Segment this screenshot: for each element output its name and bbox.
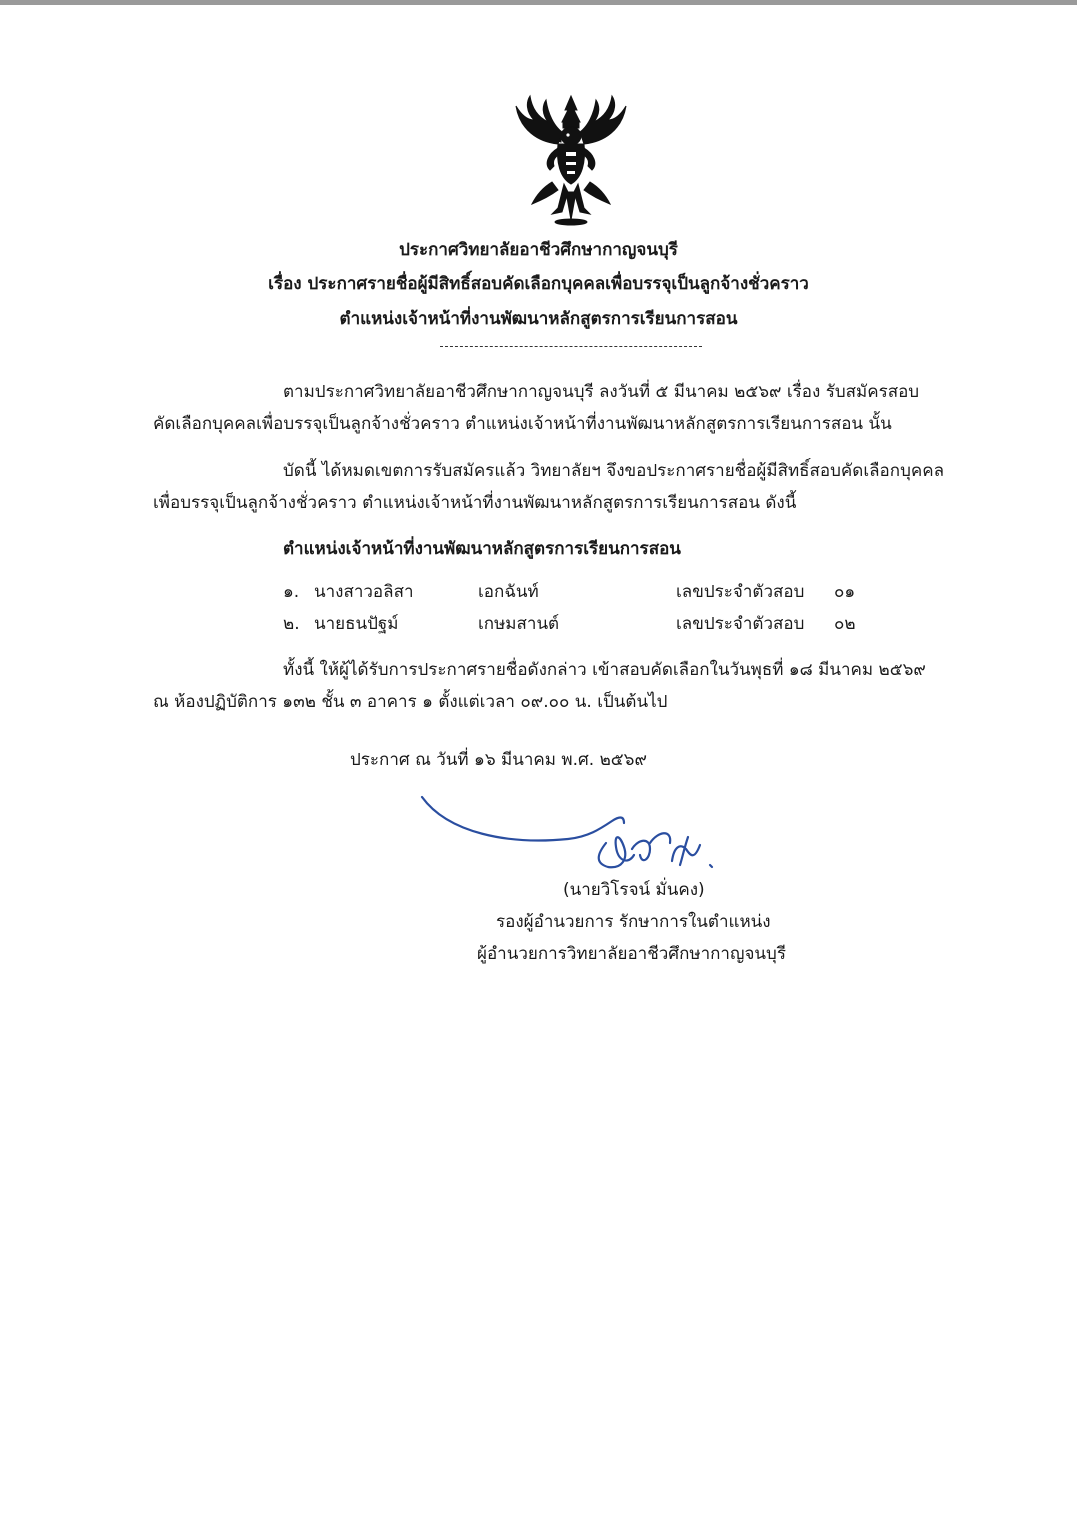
- signatory-title-1: รองผู้อำนวยการ รักษาการในตำแหน่ง: [496, 912, 771, 932]
- exam-id-label: เลขประจำตัวสอบ: [676, 614, 805, 634]
- handwritten-signature-icon: [418, 793, 728, 878]
- paragraph-2-line-1: บัดนี้ ได้หมดเขตการรับสมัครแล้ว วิทยาลัยฯ จึงขอประกาศรายชื่อผู้มีสิทธิ์สอบคัดเลือกบุคคล: [283, 461, 945, 481]
- candidate-number: ๑.: [283, 582, 300, 602]
- exam-id-label: เลขประจำตัวสอบ: [676, 582, 805, 602]
- section-heading: ตำแหน่งเจ้าหน้าที่งานพัฒนาหลักสูตรการเรียนการสอน: [283, 539, 681, 559]
- signatory-name: (นายวิโรจน์ มั่นคง): [563, 880, 705, 900]
- candidate-number: ๒.: [283, 614, 300, 634]
- document-position: ตำแหน่งเจ้าหน้าที่งานพัฒนาหลักสูตรการเรียนการสอน: [339, 309, 738, 329]
- announcement-date: ประกาศ ณ วันที่ ๑๖ มีนาคม พ.ศ. ๒๕๖๙: [350, 750, 647, 770]
- header-divider: [440, 346, 702, 347]
- candidate-last-name: เอกฉันท์: [478, 582, 539, 602]
- document-title: ประกาศวิทยาลัยอาชีวศึกษากาญจนบุรี: [399, 240, 678, 260]
- paragraph-1-line-1: ตามประกาศวิทยาลัยอาชีวศึกษากาญจนบุรี ลงวันที่ ๕ มีนาคม ๒๕๖๙ เรื่อง รับสมัครสอบ: [283, 382, 920, 402]
- document-subject: เรื่อง ประกาศรายชื่อผู้มีสิทธิ์สอบคัดเลือกบุคคลเพื่อบรรจุเป็นลูกจ้างชั่วคราว: [268, 274, 809, 294]
- paragraph-1-line-2: คัดเลือกบุคคลเพื่อบรรจุเป็นลูกจ้างชั่วคราว ตำแหน่งเจ้าหน้าที่งานพัฒนาหลักสูตรการเรียนการสอน นั้น: [153, 414, 892, 434]
- candidate-first-name: นายธนปัฐม์: [314, 614, 399, 634]
- paragraph-3-line-2: ณ ห้องปฏิบัติการ ๑๓๒ ชั้น ๓ อาคาร ๑ ตั้งแต่เวลา ๐๙.๐๐ น. เป็นต้นไป: [153, 692, 668, 712]
- candidate-last-name: เกษมสานต์: [478, 614, 560, 634]
- scan-edge: [0, 0, 1077, 5]
- paragraph-2-line-2: เพื่อบรรจุเป็นลูกจ้างชั่วคราว ตำแหน่งเจ้าหน้าที่งานพัฒนาหลักสูตรการเรียนการสอน ดังนี้: [153, 493, 797, 513]
- paragraph-3-line-1: ทั้งนี้ ให้ผู้ได้รับการประกาศรายชื่อดังกล่าว เข้าสอบคัดเลือกในวันพุธที่ ๑๘ มีนาคม ๒๕๖๙: [283, 660, 926, 680]
- garuda-emblem-icon: [508, 92, 634, 228]
- exam-id: ๐๑: [834, 582, 856, 602]
- signatory-title-2: ผู้อำนวยการวิทยาลัยอาชีวศึกษากาญจนบุรี: [477, 944, 786, 964]
- exam-id: ๐๒: [834, 614, 856, 634]
- candidate-first-name: นางสาวอลิสา: [314, 582, 414, 602]
